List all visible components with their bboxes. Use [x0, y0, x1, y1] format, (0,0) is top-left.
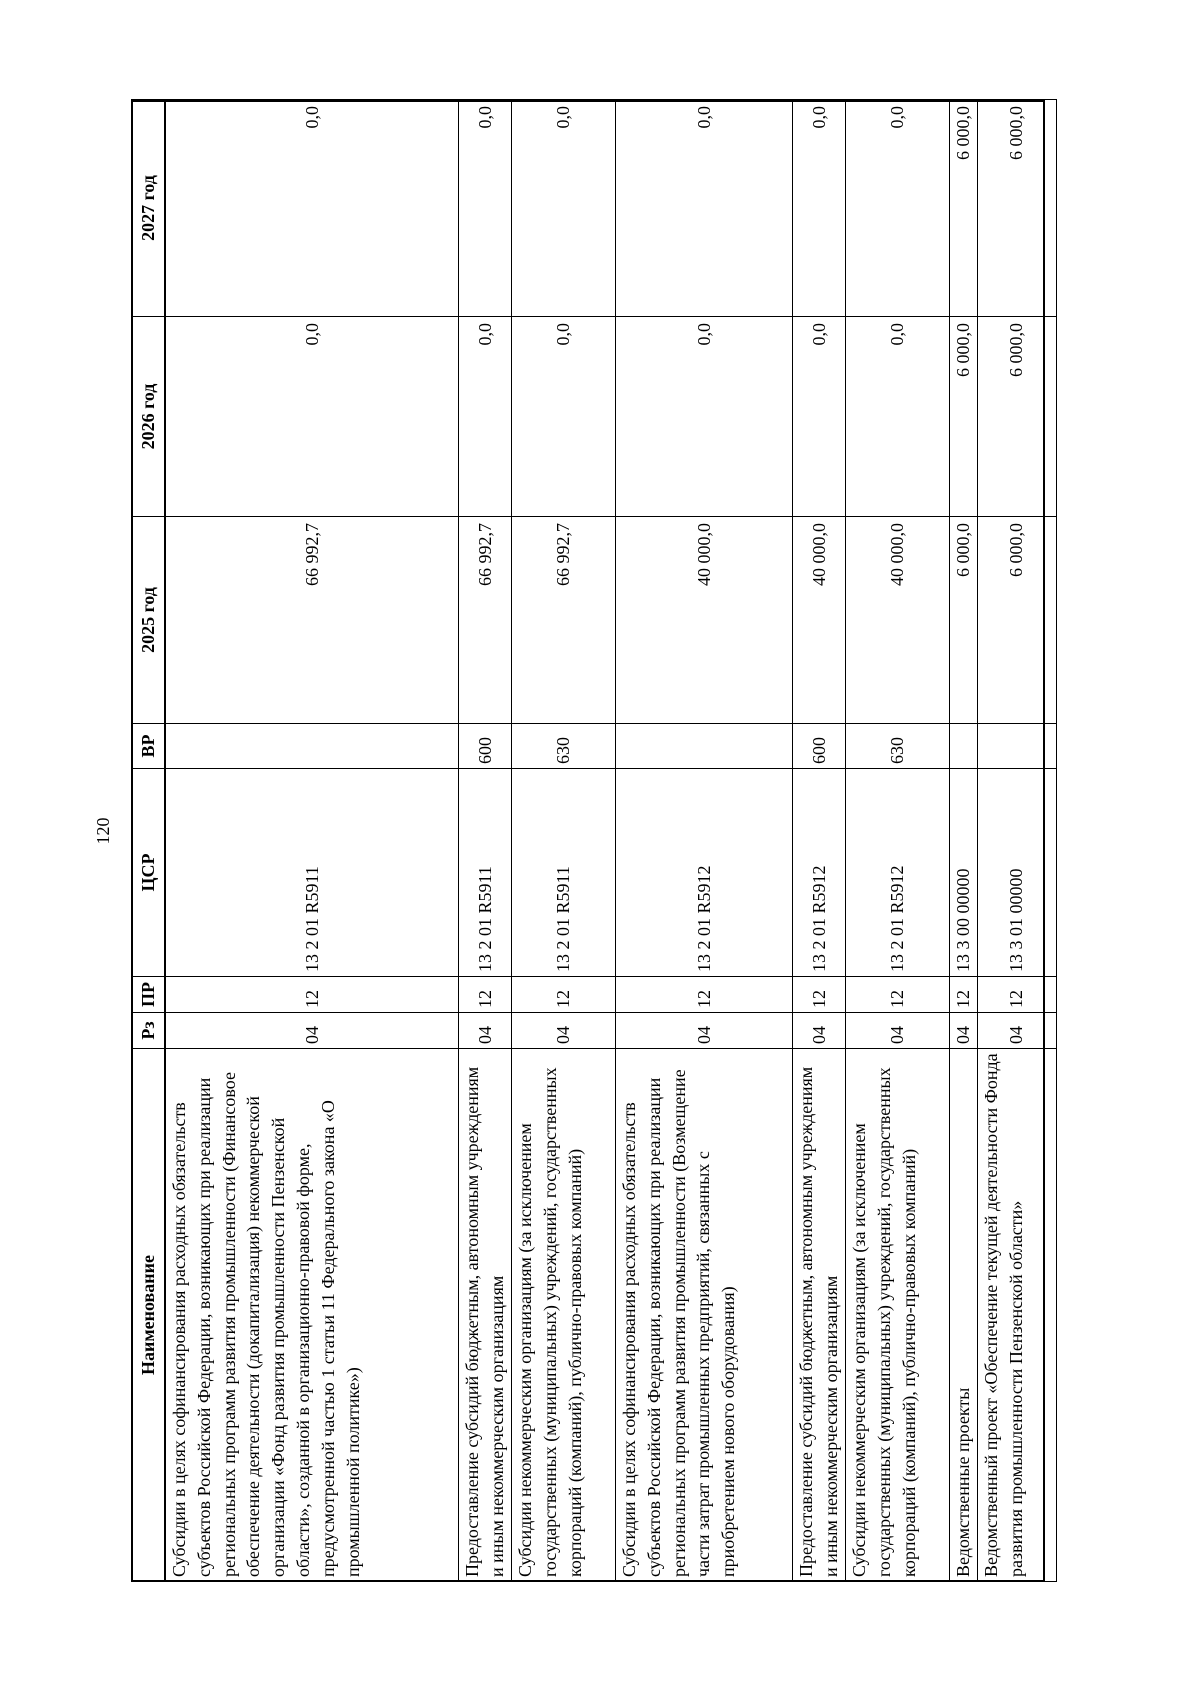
table-row — [616, 100, 793, 1582]
header-vr: ВР — [132, 724, 166, 769]
cell-csr: 13 3 01 00000 — [977, 769, 1056, 977]
cell-2025: 6 000,0 — [977, 517, 1056, 724]
table-row — [165, 100, 459, 1582]
table-row — [950, 100, 978, 1582]
cell-pr: 12 — [793, 977, 846, 1013]
cell-vr: 630 — [512, 724, 616, 769]
page-number: 120 — [93, 817, 113, 845]
cell-vr: 630 — [846, 724, 950, 769]
rotated-table-container — [131, 100, 1045, 1582]
table-row — [846, 100, 950, 1582]
cell-2025: 66 992,7 — [459, 517, 512, 724]
cell-rz: 04 — [846, 1013, 950, 1049]
cell-vr: 600 — [459, 724, 512, 769]
header-2027: 2027 год — [132, 100, 166, 317]
table-row — [793, 100, 846, 1582]
budget-table — [131, 99, 1057, 1582]
table-row — [977, 100, 1056, 1582]
cell-2027: 0,0 — [846, 100, 950, 317]
cell-2027: 0,0 — [459, 100, 512, 317]
cell-name: Предоставление субсидий бюджетным, автономным учреждениям и иным некоммерческим организациям — [459, 1049, 512, 1582]
cell-rz: 04 — [977, 1013, 1056, 1049]
cell-2027: 0,0 — [793, 100, 846, 317]
cell-2025: 66 992,7 — [512, 517, 616, 724]
cell-2026: 0,0 — [793, 317, 846, 517]
cell-name: Субсидии в целях софинансирования расходных обязательств субъектов Российской Федерации, возникающих при реализации региональных программ развития промышленности (Возмещение части затрат промышленных предприятий, связанных с приобретением нового оборудования) — [616, 1049, 793, 1582]
cell-pr: 12 — [459, 977, 512, 1013]
table-row — [459, 100, 512, 1582]
cell-name: Предоставление субсидий бюджетным, автономным учреждениям и иным некоммерческим организациям — [793, 1049, 846, 1582]
cell-2026: 6 000,0 — [950, 317, 978, 517]
header-pr: ПР — [132, 977, 166, 1013]
cell-rz: 04 — [950, 1013, 978, 1049]
cell-2025: 6 000,0 — [950, 517, 978, 724]
cell-pr: 12 — [165, 977, 459, 1013]
header-csr: ЦСР — [132, 769, 166, 977]
cell-vr — [165, 724, 459, 769]
cell-2027: 6 000,0 — [950, 100, 978, 317]
cell-name: Ведомственный проект «Обеспечение текущей деятельности Фонда развития промышленности Пензенской области» — [977, 1049, 1056, 1582]
header-2026: 2026 год — [132, 317, 166, 517]
cell-2026: 0,0 — [616, 317, 793, 517]
cell-csr: 13 2 01 R5911 — [512, 769, 616, 977]
cell-2025: 40 000,0 — [846, 517, 950, 724]
cell-csr: 13 2 01 R5911 — [165, 769, 459, 977]
header-2025: 2025 год — [132, 517, 166, 724]
cell-2027: 0,0 — [616, 100, 793, 317]
cell-csr: 13 3 00 00000 — [950, 769, 978, 977]
cell-name: Ведомственные проекты — [950, 1049, 978, 1582]
cell-2026: 0,0 — [459, 317, 512, 517]
cell-2027: 0,0 — [165, 100, 459, 317]
cell-csr: 13 2 01 R5912 — [793, 769, 846, 977]
cell-2025: 40 000,0 — [616, 517, 793, 724]
cell-2026: 6 000,0 — [977, 317, 1056, 517]
cell-csr: 13 2 01 R5912 — [616, 769, 793, 977]
cell-pr: 12 — [512, 977, 616, 1013]
header-rz: Рз — [132, 1013, 166, 1049]
cell-name: Субсидии некоммерческим организациям (за исключением государственных (муниципальных) учреждений, государственных корпораций (компаний), публично-правовых компаний) — [512, 1049, 616, 1582]
cell-vr — [950, 724, 978, 769]
cell-rz: 04 — [459, 1013, 512, 1049]
cell-vr: 600 — [793, 724, 846, 769]
cell-rz: 04 — [793, 1013, 846, 1049]
cell-2027: 6 000,0 — [977, 100, 1056, 317]
cell-rz: 04 — [616, 1013, 793, 1049]
cell-vr — [616, 724, 793, 769]
cell-vr — [977, 724, 1056, 769]
cell-2026: 0,0 — [165, 317, 459, 517]
cell-csr: 13 2 01 R5912 — [846, 769, 950, 977]
cell-2027: 0,0 — [512, 100, 616, 317]
table-header-row — [132, 100, 166, 1582]
cell-pr: 12 — [950, 977, 978, 1013]
cell-pr: 12 — [977, 977, 1056, 1013]
cell-2025: 66 992,7 — [165, 517, 459, 724]
table-row — [512, 100, 616, 1582]
cell-rz: 04 — [165, 1013, 459, 1049]
cell-pr: 12 — [846, 977, 950, 1013]
cell-pr: 12 — [616, 977, 793, 1013]
cell-2026: 0,0 — [512, 317, 616, 517]
header-name: Наименование — [132, 1049, 166, 1582]
cell-2025: 40 000,0 — [793, 517, 846, 724]
cell-csr: 13 2 01 R5911 — [459, 769, 512, 977]
cell-name: Субсидии некоммерческим организациям (за исключением государственных (муниципальных) учреждений, государственных корпораций (компаний), публично-правовых компаний) — [846, 1049, 950, 1582]
cell-rz: 04 — [512, 1013, 616, 1049]
cell-name: Субсидии в целях софинансирования расходных обязательств субъектов Российской Федерации, возникающих при реализации региональных программ развития промышленности (Финансовое обеспечение деятельности (докапитализация) некоммерческой организации «Фонд развития промышленности Пензенской области», созданной в организационно-правовой форме, предусмотренной частью 1 статьи 11 Федерального закона «О промышленной политике») — [165, 1049, 459, 1582]
cell-2026: 0,0 — [846, 317, 950, 517]
